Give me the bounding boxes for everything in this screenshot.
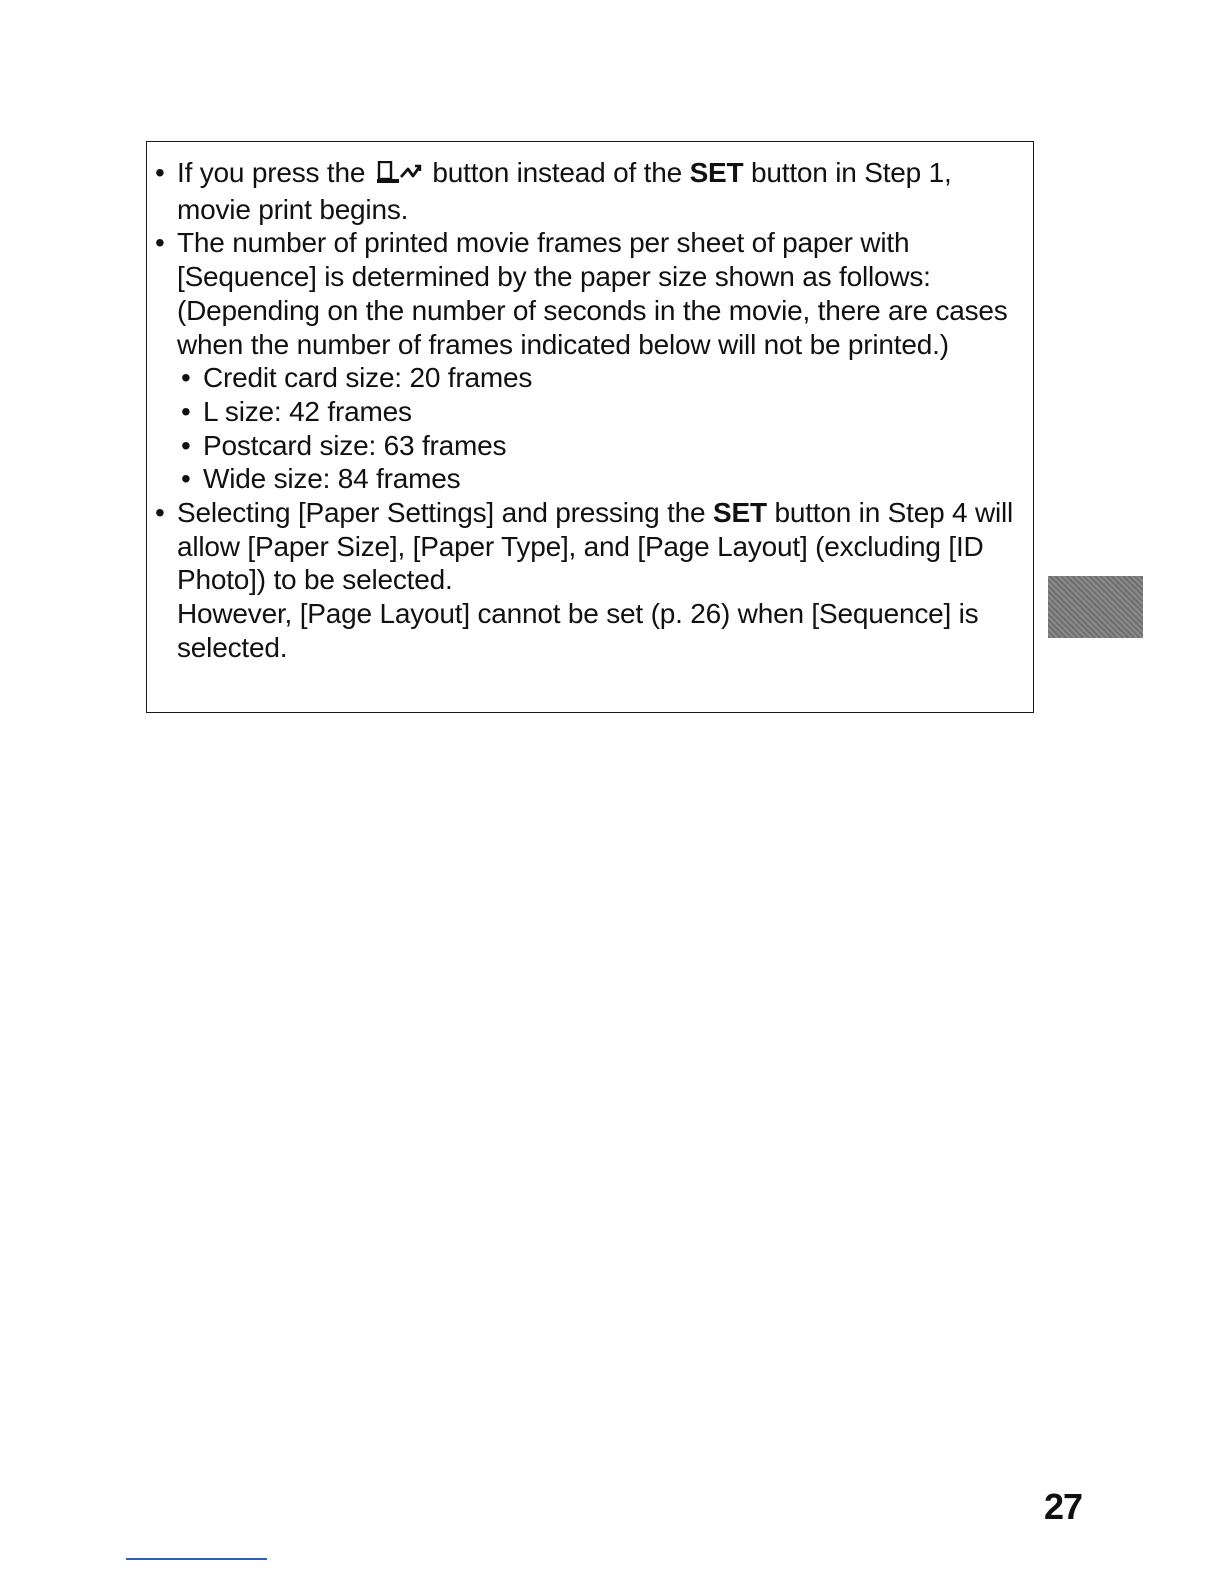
bullet-1-prefix: If you press the [177,157,366,188]
bullet-icon: • [181,463,191,495]
size-list-item [155,395,1025,429]
bullet-icon: • [181,362,191,394]
note-content [155,156,1025,665]
chapter-tab-marker [1048,576,1143,638]
bullet-3-prefix: Selecting [Paper Settings] and pressing the [177,497,706,529]
size-list-item [155,462,1025,496]
bullet-icon: • [155,227,165,259]
bullet-2-text: The number of printed movie frames per sheet of paper with [Sequence] is determined by the paper size shown as follows: (Depending on the number of seconds in the movie, there are cases when the number of frames indicated below will not be printed.) [177,227,1008,360]
size-wide: Wide size: 84 frames [203,463,461,495]
size-list-item [155,429,1025,463]
bullet-icon: • [155,157,165,188]
bullet-icon: • [181,429,191,461]
bullet-3-suffix: button in Step 4 will allow [Paper Size], [Paper Type], and [Page Layout] (excluding [ID Photo]) to be selected. [177,497,1014,596]
size-postcard: Postcard size: 63 frames [203,429,507,461]
bullet-icon: • [155,497,165,529]
page-number: 27 [1044,1486,1083,1527]
bullet-frames-per-sheet [155,226,1025,361]
bullet-1-middle: button instead of the [432,157,682,188]
bullet-1-suffix: button in Step 1, movie print begins. [177,157,952,225]
size-list-item [155,361,1025,395]
bullet-print-button [155,156,1025,226]
bullet-paper-settings [155,496,1025,597]
size-credit-card: Credit card size: 20 frames [203,362,533,394]
footer-rule [126,1558,267,1560]
set-button-label: SET [713,497,767,529]
set-button-label: SET [689,157,744,188]
bullet-icon: • [181,395,191,427]
size-l: L size: 42 frames [203,395,412,427]
page-layout-note: However, [Page Layout] cannot be set (p. 26) when [Sequence] is selected. [177,598,979,663]
print-share-icon [377,159,423,193]
